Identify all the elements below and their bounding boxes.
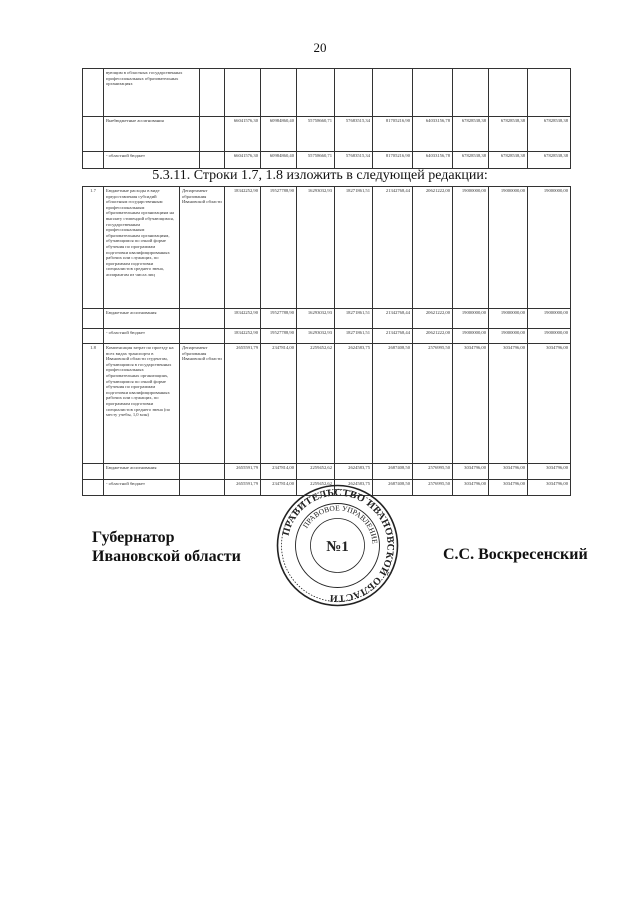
table-row	[83, 152, 571, 169]
row-value: 19527788,90	[261, 309, 297, 329]
row-description: - областной бюджет	[104, 152, 200, 169]
row-value: 16293032,93	[297, 309, 335, 329]
row-value: 19000000,00	[489, 187, 528, 309]
row-description: Внебюджетные ассигнования	[104, 117, 200, 152]
row-value: 18271861,51	[335, 329, 373, 344]
row-value: 2347814,00	[261, 344, 297, 464]
row-value: 16293032,93	[297, 329, 335, 344]
row-value: 64033156,78	[413, 117, 453, 152]
seal-number: №1	[326, 539, 349, 555]
row-value: 2576995,50	[413, 480, 453, 496]
row-description: Бюджетные расходы в виде предоставления субсидий областным государственным профессиональным образовательным организациям на выплату стипендий обучающимся, государственным профессиональным образовательным организациям, обучающимся по очной форме обучения по программам подготовки квалифицированных рабочих или служащих, по программам подготовки специалистов среднего звена, аспирантам из числа лиц	[104, 187, 180, 309]
row-description: Бюджетные ассигнования	[104, 309, 180, 329]
row-value: 2347814,00	[261, 480, 297, 496]
row-org: Департамент образования Ивановской области	[180, 187, 225, 309]
row-value: 2687408,50	[373, 480, 413, 496]
row-value: 19000000,00	[453, 329, 489, 344]
row-value: 18342252,90	[225, 309, 261, 329]
row-value: 2655591,79	[225, 344, 261, 464]
row-value: 2655591,79	[225, 464, 261, 480]
row-description: - областной бюджет	[104, 329, 180, 344]
row-value: 2576995,50	[413, 464, 453, 480]
official-seal	[275, 483, 400, 608]
row-code	[83, 480, 104, 496]
table-row	[83, 309, 571, 329]
row-value: 67828538,38	[453, 117, 489, 152]
table-row	[83, 464, 571, 480]
row-value: 81705216,90	[373, 152, 413, 169]
row-code: 1.8	[83, 344, 104, 464]
signature-title-line2: Ивановской области	[92, 548, 241, 565]
row-value: 20621222,00	[413, 329, 453, 344]
row-value: 55758660,71	[297, 152, 335, 169]
row-value: 2347814,00	[261, 464, 297, 480]
row-value	[261, 69, 297, 117]
row-value: 67828538,38	[453, 152, 489, 169]
row-value	[373, 69, 413, 117]
row-value: 2687408,50	[373, 344, 413, 464]
row-value	[335, 69, 373, 117]
row-value: 67828538,38	[528, 152, 571, 169]
row-code	[83, 69, 104, 117]
row-value: 20621222,00	[413, 187, 453, 309]
table-continuation	[82, 68, 571, 169]
row-value	[297, 69, 335, 117]
row-value: 3034796,00	[453, 464, 489, 480]
row-value: 2624583,75	[335, 480, 373, 496]
row-value: 19000000,00	[489, 309, 528, 329]
row-value: 2624583,75	[335, 344, 373, 464]
row-description: вующим в областных государственных профессиональных образовательных организациях	[104, 69, 200, 117]
row-value	[225, 69, 261, 117]
signature-title	[92, 528, 241, 566]
row-value: 19527788,90	[261, 329, 297, 344]
row-org	[180, 464, 225, 480]
table-row	[83, 69, 571, 117]
signature-name: С.С. Воскресенский	[443, 546, 588, 563]
row-value: 19000000,00	[453, 309, 489, 329]
row-code: 1.7	[83, 187, 104, 309]
row-org	[180, 329, 225, 344]
row-value: 16293032,93	[297, 187, 335, 309]
row-org	[180, 309, 225, 329]
row-value: 67828538,38	[489, 117, 528, 152]
row-value: 3034796,00	[528, 480, 571, 496]
table-row	[83, 187, 571, 309]
row-value: 3034796,00	[489, 344, 528, 464]
page-number: 20	[313, 40, 327, 55]
row-value: 19000000,00	[528, 187, 571, 309]
row-value: 2687408,50	[373, 464, 413, 480]
row-value: 3034796,00	[453, 480, 489, 496]
row-value: 21342768,44	[373, 329, 413, 344]
table-row	[83, 117, 571, 152]
row-description: Компенсация затрат по проезду на всех видах транспорта в Ивановской области студентам, обучающимся в государственных профессиональных образовательных организациях, обучающимся по очной форме обучения по программам подготовки квалифицированных рабочих или служащих, по программам подготовки специалистов среднего звена (по месту учебы, 1,0 млн)	[104, 344, 180, 464]
row-value: 18342252,90	[225, 187, 261, 309]
row-value: 18271861,51	[335, 187, 373, 309]
row-value: 18271861,51	[335, 309, 373, 329]
row-value: 3034796,00	[453, 344, 489, 464]
row-value: 64033156,78	[413, 152, 453, 169]
row-value: 3034796,00	[489, 480, 528, 496]
row-value: 66041576,30	[225, 152, 261, 169]
row-value: 19000000,00	[489, 329, 528, 344]
row-value: 19000000,00	[528, 329, 571, 344]
row-value: 57683515,34	[335, 117, 373, 152]
row-value: 55758660,71	[297, 117, 335, 152]
row-org	[200, 117, 225, 152]
table-row	[83, 344, 571, 464]
row-description: - областной бюджет	[104, 480, 180, 496]
row-org	[200, 69, 225, 117]
row-org: Департамент образования Ивановской области	[180, 344, 225, 464]
row-value: 67828538,38	[489, 152, 528, 169]
row-value: 3034796,00	[528, 464, 571, 480]
table-row	[83, 329, 571, 344]
row-value	[453, 69, 489, 117]
row-org	[200, 152, 225, 169]
row-code	[83, 464, 104, 480]
row-value: 81705216,90	[373, 117, 413, 152]
row-value: 57683515,34	[335, 152, 373, 169]
signature-title-line1: Губернатор	[92, 529, 175, 546]
row-value: 20621222,00	[413, 309, 453, 329]
row-description: Бюджетные ассигнования	[104, 464, 180, 480]
seal-outer-text: ПРАВИТЕЛЬСТВО ИВАНОВСКОЙ ОБЛАСТИ	[280, 487, 396, 604]
row-value: 19000000,00	[453, 187, 489, 309]
row-value: 66041576,30	[225, 117, 261, 152]
row-value: 2624583,75	[335, 464, 373, 480]
row-value: 3034796,00	[528, 344, 571, 464]
row-value: 21342768,44	[373, 309, 413, 329]
row-value: 2576995,50	[413, 344, 453, 464]
seal-inner-text: ПРАВОВОЕ УПРАВЛЕНИЕ	[300, 503, 380, 545]
row-value	[489, 69, 528, 117]
row-value: 60984860,40	[261, 117, 297, 152]
row-code	[83, 117, 104, 152]
row-value	[528, 69, 571, 117]
row-value: 2259452,62	[297, 344, 335, 464]
row-code	[83, 329, 104, 344]
row-value: 2655591,79	[225, 480, 261, 496]
row-value: 18342252,90	[225, 329, 261, 344]
row-value: 3034796,00	[489, 464, 528, 480]
row-value: 60984860,40	[261, 152, 297, 169]
row-value: 2259452,62	[297, 480, 335, 496]
row-value	[413, 69, 453, 117]
row-value: 19000000,00	[528, 309, 571, 329]
row-code	[83, 309, 104, 329]
row-value: 19527788,90	[261, 187, 297, 309]
row-value: 2259452,62	[297, 464, 335, 480]
row-value: 21342768,44	[373, 187, 413, 309]
table-rows-1-7-1-8	[82, 186, 571, 496]
row-org	[180, 480, 225, 496]
row-code	[83, 152, 104, 169]
section-heading: 5.3.11. Строки 1.7, 1.8 изложить в следующей редакции:	[152, 168, 488, 183]
row-value: 67828538,38	[528, 117, 571, 152]
